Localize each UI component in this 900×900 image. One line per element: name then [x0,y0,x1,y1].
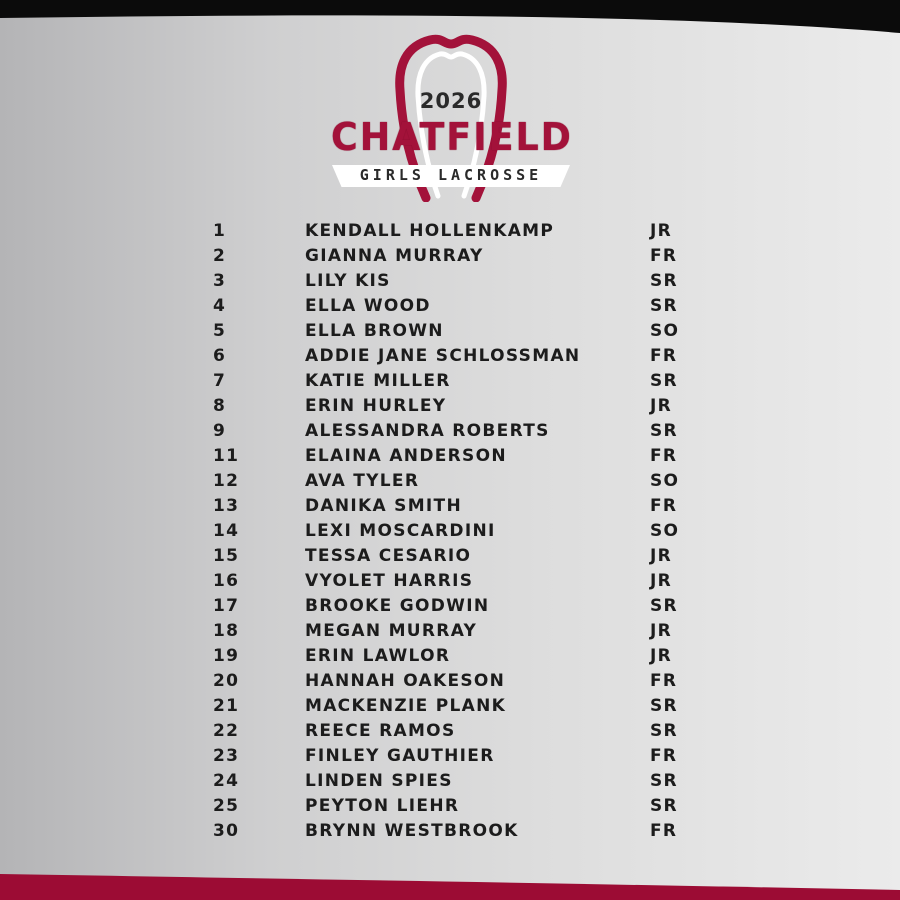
roster-row [0,719,900,744]
roster-row [0,319,900,344]
roster-row [0,619,900,644]
player-name: LILY KIS [305,271,391,291]
player-number: 8 [213,396,227,416]
player-number: 25 [213,796,240,816]
player-number: 17 [213,596,240,616]
player-name: DANIKA SMITH [305,496,462,516]
bottom-decorative-band [0,860,900,900]
player-number: 23 [213,746,240,766]
player-name: ERIN LAWLOR [305,646,451,666]
roster-row [0,219,900,244]
player-grade: JR [650,646,673,666]
player-number: 2 [213,246,227,266]
team-logo [326,32,576,202]
player-name: PEYTON LIEHR [305,796,460,816]
roster-row [0,294,900,319]
player-grade: SR [650,721,678,741]
roster-row [0,244,900,269]
player-grade: FR [650,446,678,466]
player-number: 4 [213,296,227,316]
logo-school-name: CHATFIELD [331,115,573,159]
player-name: ADDIE JANE SCHLOSSMAN [305,346,581,366]
player-number: 20 [213,671,240,691]
player-number: 24 [213,771,240,791]
player-grade: FR [650,496,678,516]
player-number: 9 [213,421,227,441]
player-number: 1 [213,221,227,241]
player-number: 6 [213,346,227,366]
player-number: 11 [213,446,240,466]
roster-row [0,694,900,719]
player-number: 7 [213,371,227,391]
roster-row [0,494,900,519]
player-grade: FR [650,821,678,841]
player-number: 21 [213,696,240,716]
player-grade: SR [650,421,678,441]
player-name: MEGAN MURRAY [305,621,478,641]
player-name: BRYNN WESTBROOK [305,821,519,841]
player-grade: SR [650,771,678,791]
player-number: 13 [213,496,240,516]
player-name: BROOKE GODWIN [305,596,490,616]
roster-row [0,369,900,394]
roster-row [0,444,900,469]
player-grade: SO [650,321,680,341]
player-number: 15 [213,546,240,566]
player-name: ELLA WOOD [305,296,431,316]
player-name: ALESSANDRA ROBERTS [305,421,550,441]
player-name: KATIE MILLER [305,371,451,391]
player-grade: SR [650,371,678,391]
logo-subtitle: GIRLS LACROSSE [359,166,543,184]
player-name: GIANNA MURRAY [305,246,484,266]
player-number: 12 [213,471,240,491]
player-grade: JR [650,396,673,416]
player-grade: JR [650,621,673,641]
player-name: REECE RAMOS [305,721,456,741]
roster-row [0,819,900,844]
player-name: TESSA CESARIO [305,546,472,566]
player-grade: SO [650,521,680,541]
roster-row [0,794,900,819]
player-name: MACKENZIE PLANK [305,696,507,716]
player-number: 19 [213,646,240,666]
player-grade: SR [650,596,678,616]
player-name: ELLA BROWN [305,321,444,341]
player-number: 18 [213,621,240,641]
player-number: 30 [213,821,240,841]
player-name: KENDALL HOLLENKAMP [305,221,555,241]
roster-row [0,344,900,369]
player-grade: SR [650,796,678,816]
player-grade: SR [650,271,678,291]
roster-row [0,594,900,619]
player-grade: FR [650,746,678,766]
player-number: 3 [213,271,227,291]
player-name: AVA TYLER [305,471,420,491]
player-name: ERIN HURLEY [305,396,447,416]
player-name: HANNAH OAKESON [305,671,506,691]
player-name: LINDEN SPIES [305,771,453,791]
player-name: FINLEY GAUTHIER [305,746,495,766]
roster-row [0,669,900,694]
roster-row [0,419,900,444]
roster-row [0,469,900,494]
roster-row [0,269,900,294]
player-number: 5 [213,321,227,341]
player-grade: JR [650,221,673,241]
player-grade: SR [650,696,678,716]
roster-list [0,219,900,844]
player-grade: SO [650,471,680,491]
player-grade: JR [650,546,673,566]
player-number: 14 [213,521,240,541]
player-name: VYOLET HARRIS [305,571,474,591]
roster-row [0,519,900,544]
player-grade: JR [650,571,673,591]
player-name: ELAINA ANDERSON [305,446,507,466]
player-grade: FR [650,671,678,691]
roster-row [0,544,900,569]
roster-row [0,569,900,594]
roster-row [0,769,900,794]
player-name: LEXI MOSCARDINI [305,521,496,541]
player-number: 22 [213,721,240,741]
roster-row [0,744,900,769]
roster-row [0,394,900,419]
player-grade: FR [650,246,678,266]
player-grade: SR [650,296,678,316]
player-number: 16 [213,571,240,591]
player-grade: FR [650,346,678,366]
roster-row [0,644,900,669]
logo-year: 2026 [419,89,483,113]
